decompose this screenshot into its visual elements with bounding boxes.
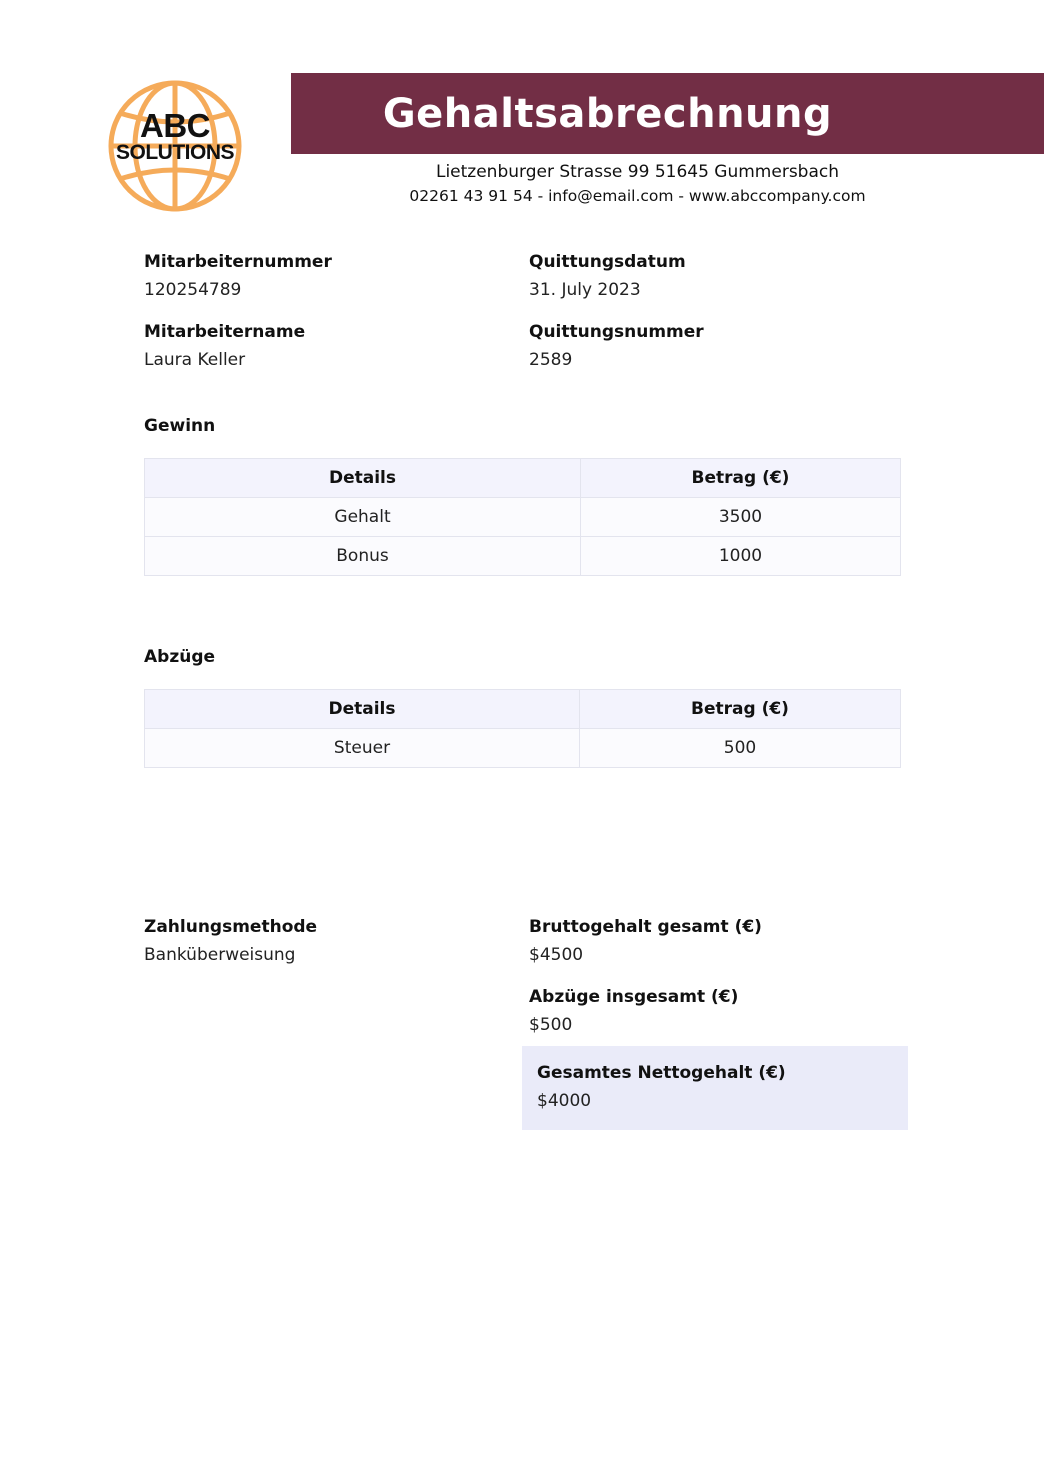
cell-amount: 500 bbox=[580, 729, 901, 768]
employee-name-value: Laura Keller bbox=[144, 350, 246, 370]
employee-name-field bbox=[144, 322, 305, 370]
company-contact: 02261 43 91 54 - info@email.com - www.abccompany.com bbox=[409, 187, 866, 205]
receipt-date-value: 31. July 2023 bbox=[529, 280, 641, 300]
net-salary-field bbox=[537, 1063, 786, 1111]
receipt-date-label: Quittungsdatum bbox=[529, 252, 686, 272]
earnings-title: Gewinn bbox=[144, 416, 216, 436]
cell-amount: 3500 bbox=[581, 498, 901, 537]
deductions-table bbox=[144, 689, 901, 768]
gross-total-field bbox=[529, 917, 762, 965]
column-header-amount: Betrag (€) bbox=[580, 690, 901, 729]
gross-total-label: Bruttogehalt gesamt (€) bbox=[529, 917, 762, 937]
employee-number-field bbox=[144, 252, 332, 300]
net-salary-value: $4000 bbox=[537, 1091, 592, 1111]
document-title: Gehaltsabrechnung bbox=[382, 90, 833, 137]
table-row bbox=[145, 537, 901, 576]
payment-method-value: Banküberweisung bbox=[144, 945, 296, 965]
receipt-number-value: 2589 bbox=[529, 350, 573, 370]
table-row bbox=[145, 498, 901, 537]
receipt-number-field bbox=[529, 322, 704, 370]
column-header-details: Details bbox=[145, 459, 581, 498]
deductions-total-value: $500 bbox=[529, 1015, 573, 1035]
logo-text-abc: ABC bbox=[140, 107, 210, 144]
employee-name-label: Mitarbeitername bbox=[144, 322, 306, 342]
deductions-total-field bbox=[529, 987, 738, 1035]
table-row bbox=[145, 729, 901, 768]
receipt-date-field bbox=[529, 252, 686, 300]
logo-text-solutions: SOLUTIONS bbox=[115, 141, 234, 164]
cell-details: Bonus bbox=[145, 537, 581, 576]
deductions-title: Abzüge bbox=[144, 647, 216, 667]
deductions-total-label: Abzüge insgesamt (€) bbox=[529, 987, 739, 1007]
payment-method-field bbox=[144, 917, 317, 965]
title-band bbox=[291, 73, 1044, 154]
employee-number-value: 120254789 bbox=[144, 280, 242, 300]
company-logo bbox=[106, 79, 244, 213]
receipt-number-label: Quittungsnummer bbox=[529, 322, 704, 342]
cell-details: Steuer bbox=[145, 729, 580, 768]
company-address: Lietzenburger Strasse 99 51645 Gummersbach bbox=[435, 162, 840, 182]
employee-number-label: Mitarbeiternummer bbox=[144, 252, 332, 272]
column-header-details: Details bbox=[145, 690, 580, 729]
cell-amount: 1000 bbox=[581, 537, 901, 576]
payment-method-label: Zahlungsmethode bbox=[144, 917, 318, 937]
cell-details: Gehalt bbox=[145, 498, 581, 537]
table-header-row bbox=[145, 459, 901, 498]
gross-total-value: $4500 bbox=[529, 945, 584, 965]
net-salary-label: Gesamtes Nettogehalt (€) bbox=[537, 1063, 786, 1083]
column-header-amount: Betrag (€) bbox=[581, 459, 901, 498]
table-header-row bbox=[145, 690, 901, 729]
earnings-table bbox=[144, 458, 901, 576]
